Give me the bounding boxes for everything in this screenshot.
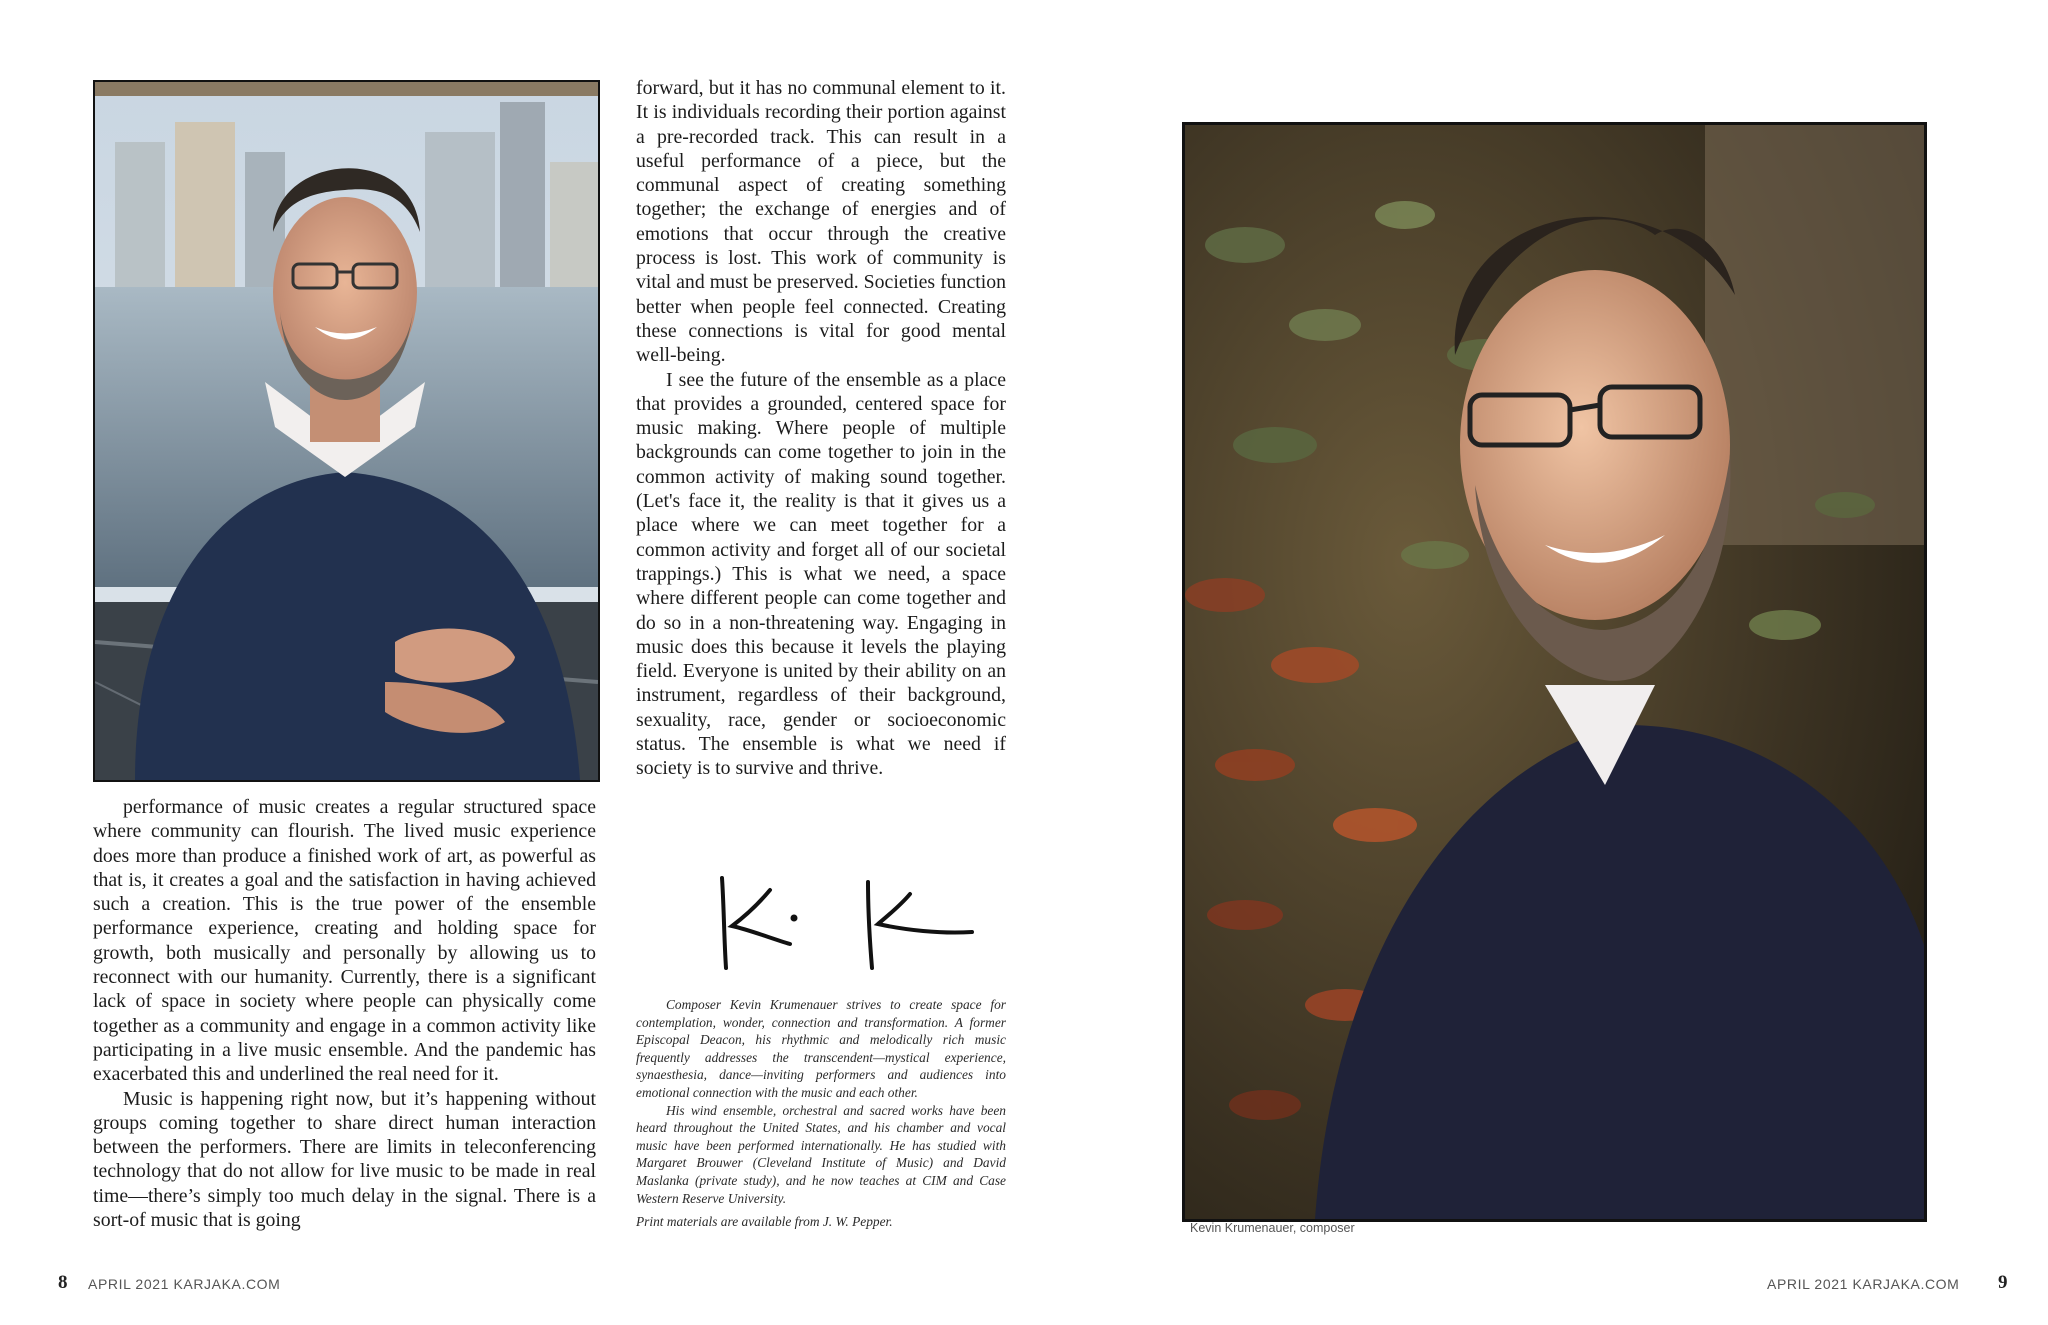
author-bio [636, 996, 1006, 1231]
author-signature [710, 868, 980, 973]
left-column-text [93, 795, 596, 1232]
paragraph: I see the future of the ensemble as a place that provides a grounded, centered space for music making. Where people of multiple backgrounds can come together to join in the common activity of making sound together. (Let's face it, the reality is that it gives us a place where we can meet together for a common activity and forget all of our societal trappings.) This is what we need, a space where different people can come together and do so in a non-threatening way. Engaging in music does this because it levels the playing field. Everyone is united by their ability on an instrument, regardless of their background, sexuality, race, gender or socioeconomic status. The ensemble is what we need if society is to survive and thrive. [636, 368, 1006, 780]
running-head: APRIL 2021 KARJAKA.COM [88, 1276, 281, 1292]
portrait-photo-foliage-image [1185, 125, 1924, 1219]
print-note: Print materials are available from J. W. Pepper. [636, 1214, 893, 1230]
paragraph: performance of music creates a regular structured space where community can flourish. The lived music experience does more than produce a finished work of art, as powerful as that is, it creates a goal and the satisfaction in having achieved such a creation. This is the true power of the ensemble performance experience, creating and holding space for growth, both musically and personally by allowing us to reconnect with our humanity. Currently, there is a significant lack of space in society where people can physically come together as a community and engage in a common activity like participating in a live music ensemble. And the pandemic has exacerbated this and underlined the real need for it. [93, 796, 596, 1086]
photo-caption: Kevin Krumenauer, composer [1190, 1221, 1355, 1235]
portrait-photo-waterfront [93, 80, 600, 782]
portrait-photo-foliage [1182, 122, 1927, 1222]
middle-column-text [636, 76, 1006, 781]
page-number: 9 [1998, 1272, 2008, 1293]
bio-paragraph: His wind ensemble, orchestral and sacred works have been heard throughout the United States, and his chamber and vocal music have been performed internationally. He has studied with Margaret Brouwer (Cleveland Institute of Music) and David Maslanka (private study), and he now teaches at CIM and Case Western Reserve University. [636, 1102, 1006, 1206]
running-head: APRIL 2021 KARJAKA.COM [1767, 1276, 1960, 1292]
paragraph: Music is happening right now, but it’s happening without groups coming together to share direct human interaction between the performers. There are limits in teleconferencing technology that do not allow for live music to be made in real time—there’s simply too much delay in the signal. There is a sort-of music that is going [93, 1087, 596, 1232]
portrait-photo-waterfront-image [95, 82, 598, 780]
page-number: 8 [58, 1272, 68, 1293]
paragraph: forward, but it has no communal element to it. It is individuals recording their portion against a pre-recorded track. This can result in a useful performance of a piece, but the communal aspect of creating something together; the exchange of energies and of emotions that occur through the creative process is lost. This work of community is vital and must be preserved. Societies function better when people feel connected. Creating these connections is vital for good mental well-being. [636, 77, 1006, 367]
bio-paragraph: Composer Kevin Krumenauer strives to create space for contemplation, wonder, connection and transformation. A former Episcopal Deacon, his rhythmic and melodically rich music frequently addresses the transcendent—mystical experience, synaesthesia, dance—inviting performers and audiences into emotional connection with the music and each other. [636, 997, 1006, 1100]
